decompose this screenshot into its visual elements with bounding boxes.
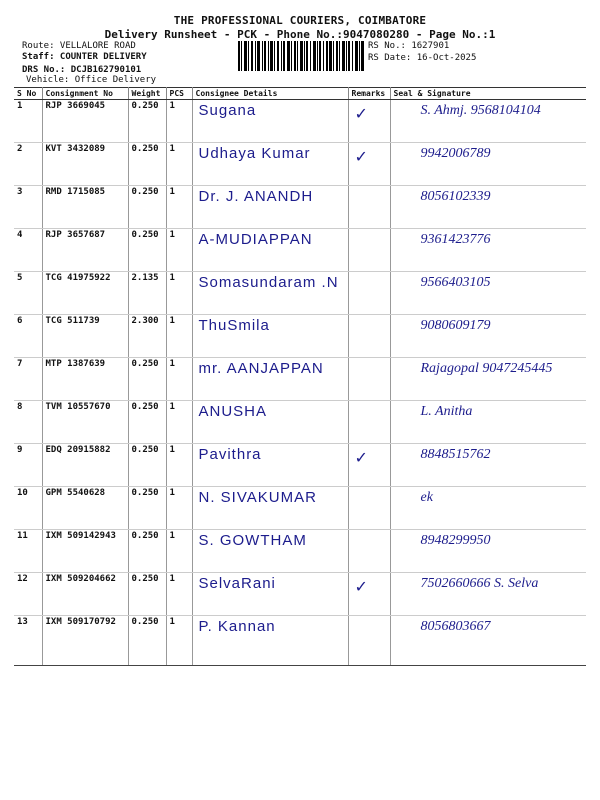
table-row: [14, 530, 586, 573]
cell-signature: [390, 616, 586, 666]
cell-consignment-no: GPM 5540628: [42, 487, 128, 530]
handwritten-signature: 9080609179: [420, 318, 491, 333]
table-header-row: [14, 88, 586, 100]
cell-weight: 0.250: [128, 487, 166, 530]
runsheet-table-wrapper: [14, 87, 586, 647]
cell-pcs: 1: [166, 272, 192, 315]
remark-check-mark: ✓: [354, 149, 368, 166]
cell-consignee: [192, 530, 348, 573]
cell-sno: 8: [14, 401, 42, 444]
table-row: [14, 487, 586, 530]
cell-pcs: 1: [166, 100, 192, 143]
cell-consignment-no: TVM 10557670: [42, 401, 128, 444]
cell-pcs: 1: [166, 358, 192, 401]
cell-weight: 0.250: [128, 530, 166, 573]
table-row: [14, 100, 586, 143]
table-row: [14, 272, 586, 315]
table-row: [14, 358, 586, 401]
cell-remarks: [348, 272, 390, 315]
cell-remarks: [348, 444, 390, 487]
rs-number: RS No.: 1627901: [368, 41, 450, 51]
col-pcs-header: PCS: [166, 88, 192, 100]
cell-consignment-no: EDQ 20915882: [42, 444, 128, 487]
cell-remarks: [348, 401, 390, 444]
handwritten-consignee-name: S. GOWTHAM: [198, 532, 307, 549]
cell-weight: 0.250: [128, 186, 166, 229]
cell-consignment-no: IXM 509204662: [42, 573, 128, 616]
cell-remarks: [348, 229, 390, 272]
handwritten-signature: Rajagopal 9047245445: [420, 361, 553, 376]
cell-consignee: [192, 315, 348, 358]
cell-pcs: 1: [166, 530, 192, 573]
cell-consignment-no: IXM 509170792: [42, 616, 128, 666]
cell-consignee: [192, 487, 348, 530]
cell-remarks: [348, 186, 390, 229]
cell-signature: [390, 272, 586, 315]
col-consignment-header: Consignment No: [42, 88, 128, 100]
cell-consignee: [192, 401, 348, 444]
handwritten-signature: 8948299950: [420, 533, 491, 548]
cell-pcs: 1: [166, 444, 192, 487]
cell-weight: 0.250: [128, 358, 166, 401]
cell-pcs: 1: [166, 229, 192, 272]
cell-signature: [390, 573, 586, 616]
handwritten-consignee-name: Dr. J. ANANDH: [198, 188, 314, 205]
cell-weight: 0.250: [128, 616, 166, 666]
cell-consignee: [192, 100, 348, 143]
col-weight-header: Weight: [128, 88, 166, 100]
cell-pcs: 1: [166, 186, 192, 229]
barcode-image: [238, 41, 364, 71]
cell-consignee: [192, 143, 348, 186]
cell-consignment-no: RMD 1715085: [42, 186, 128, 229]
handwritten-consignee-name: ANUSHA: [198, 403, 268, 420]
col-sno-header: S No: [14, 88, 42, 100]
rs-date: RS Date: 16-Oct-2025: [368, 53, 477, 63]
document-title: THE PROFESSIONAL COURIERS, COIMBATORE: [173, 14, 427, 27]
cell-signature: [390, 186, 586, 229]
cell-pcs: 1: [166, 401, 192, 444]
handwritten-signature: 9942006789: [420, 146, 491, 161]
remark-check-mark: ✓: [354, 450, 368, 467]
cell-consignment-no: IXM 509142943: [42, 530, 128, 573]
cell-weight: 2.135: [128, 272, 166, 315]
cell-signature: [390, 401, 586, 444]
cell-consignee: [192, 573, 348, 616]
table-row: [14, 229, 586, 272]
drs-number: DRS No.: DCJB162790101: [22, 65, 142, 75]
cell-signature: [390, 444, 586, 487]
cell-signature: [390, 530, 586, 573]
handwritten-consignee-name: Somasundaram .N: [198, 274, 339, 291]
cell-signature: [390, 143, 586, 186]
cell-pcs: 1: [166, 315, 192, 358]
cell-consignee: [192, 358, 348, 401]
cell-signature: [390, 315, 586, 358]
cell-weight: 0.250: [128, 143, 166, 186]
handwritten-consignee-name: Sugana: [198, 102, 257, 119]
cell-signature: [390, 487, 586, 530]
runsheet-table: [14, 87, 586, 666]
table-row: [14, 186, 586, 229]
cell-weight: 0.250: [128, 229, 166, 272]
cell-consignment-no: RJP 3669045: [42, 100, 128, 143]
cell-weight: 0.250: [128, 100, 166, 143]
table-row: [14, 616, 586, 666]
handwritten-signature: 9566403105: [420, 275, 491, 290]
col-consignee-header: Consignee Details: [192, 88, 348, 100]
cell-consignee: [192, 444, 348, 487]
cell-sno: 5: [14, 272, 42, 315]
handwritten-consignee-name: A-MUDIAPPAN: [198, 231, 313, 248]
cell-consignment-no: MTP 1387639: [42, 358, 128, 401]
staff-label: Staff: COUNTER DELIVERY: [22, 52, 147, 62]
cell-pcs: 1: [166, 616, 192, 666]
cell-remarks: [348, 573, 390, 616]
remark-check-mark: ✓: [354, 579, 368, 596]
col-remarks-header: Remarks: [348, 88, 390, 100]
cell-pcs: 1: [166, 143, 192, 186]
handwritten-signature: S. Ahmj. 9568104104: [420, 103, 541, 118]
cell-sno: 9: [14, 444, 42, 487]
vehicle-label: Vehicle: Office Delivery: [26, 75, 157, 85]
cell-remarks: [348, 487, 390, 530]
cell-remarks: [348, 358, 390, 401]
handwritten-consignee-name: P. Kannan: [198, 618, 276, 635]
cell-weight: 0.250: [128, 401, 166, 444]
cell-pcs: 1: [166, 487, 192, 530]
cell-remarks: [348, 100, 390, 143]
handwritten-consignee-name: Pavithra: [198, 446, 262, 463]
cell-signature: [390, 358, 586, 401]
handwritten-signature: ek: [420, 490, 433, 505]
cell-sno: 2: [14, 143, 42, 186]
cell-consignee: [192, 229, 348, 272]
handwritten-signature: 8056102339: [420, 189, 491, 204]
cell-weight: 2.300: [128, 315, 166, 358]
handwritten-signature: 8848515762: [420, 447, 491, 462]
cell-sno: 6: [14, 315, 42, 358]
cell-weight: 0.250: [128, 444, 166, 487]
cell-consignee: [192, 272, 348, 315]
cell-consignment-no: KVT 3432089: [42, 143, 128, 186]
cell-remarks: [348, 616, 390, 666]
cell-consignment-no: RJP 3657687: [42, 229, 128, 272]
table-row: [14, 143, 586, 186]
handwritten-signature: L. Anitha: [420, 404, 473, 419]
table-row: [14, 444, 586, 487]
handwritten-consignee-name: Udhaya Kumar: [198, 145, 311, 162]
handwritten-signature: 7502660666 S. Selva: [420, 576, 539, 591]
cell-consignee: [192, 186, 348, 229]
cell-sno: 1: [14, 100, 42, 143]
handwritten-consignee-name: N. SIVAKUMAR: [198, 489, 317, 506]
handwritten-consignee-name: SelvaRani: [198, 575, 276, 592]
cell-consignment-no: TCG 511739: [42, 315, 128, 358]
handwritten-consignee-name: ThuSmila: [198, 317, 270, 334]
cell-signature: [390, 100, 586, 143]
cell-sno: 7: [14, 358, 42, 401]
cell-sno: 12: [14, 573, 42, 616]
cell-sno: 10: [14, 487, 42, 530]
cell-signature: [390, 229, 586, 272]
cell-consignment-no: TCG 41975922: [42, 272, 128, 315]
route-label: Route: VELLALORE ROAD: [22, 41, 136, 51]
table-row: [14, 401, 586, 444]
cell-sno: 3: [14, 186, 42, 229]
cell-sno: 13: [14, 616, 42, 666]
table-row: [14, 315, 586, 358]
cell-sno: 11: [14, 530, 42, 573]
col-seal-header: Seal & Signature: [390, 88, 586, 100]
cell-pcs: 1: [166, 573, 192, 616]
cell-remarks: [348, 530, 390, 573]
handwritten-signature: 8056803667: [420, 619, 491, 634]
table-row: [14, 573, 586, 616]
handwritten-signature: 9361423776: [420, 232, 491, 247]
cell-consignee: [192, 616, 348, 666]
cell-remarks: [348, 143, 390, 186]
remark-check-mark: ✓: [354, 106, 368, 123]
handwritten-consignee-name: mr. AANJAPPAN: [198, 360, 324, 377]
cell-weight: 0.250: [128, 573, 166, 616]
cell-remarks: [348, 315, 390, 358]
document-subtitle: Delivery Runsheet - PCK - Phone No.:9047080280 - Page No.:1: [104, 28, 496, 41]
cell-sno: 4: [14, 229, 42, 272]
